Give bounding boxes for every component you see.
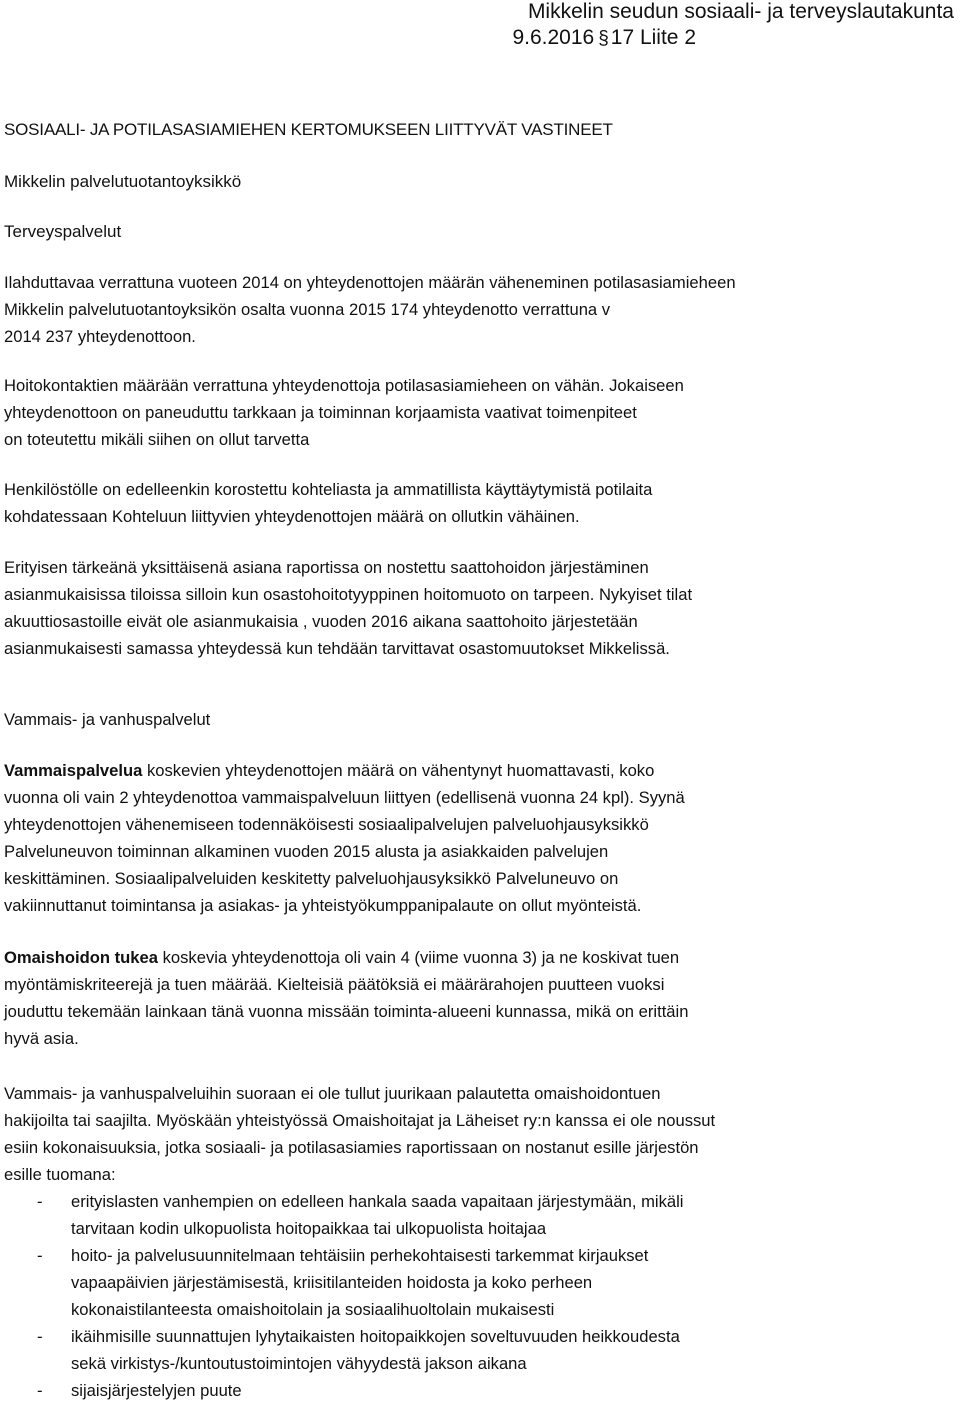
header-committee: Mikkelin seudun sosiaali- ja terveyslautakunta [527,0,954,23]
list-item-line: kokonaistilanteesta omaishoitolain ja sosiaalihuoltolain mukaisesti [71,1300,555,1319]
list-bullet: - [37,1381,43,1400]
header-section: 17 Liite 2 [610,26,696,49]
paragraph-line: Mikkelin palvelutuotantoyksikön osalta vuonna 2015 174 yhteydenotto verrattuna v [4,300,611,319]
section-icon: § [598,28,609,49]
paragraph-line: Henkilöstölle on edelleenkin korostettu kohteliasta ja ammatillista käyttäytymistä potilaita [4,480,653,499]
paragraph-line: esiin kokonaisuuksia, jotka sosiaali- ja potilasasiamies raportissaan on nostanut esille järjestön [4,1138,699,1157]
list-item-line: ikäihmisille suunnattujen lyhytaikaisten hoitopaikkojen soveltuvuuden heikkoudesta [71,1327,680,1346]
paragraph-line: on toteutettu mikäli siihen on ollut tarvetta [4,430,310,449]
list-item-line: sekä virkistys-/kuntoutustoimintojen vähyydestä jakson aikana [71,1354,527,1373]
unit-heading: Mikkelin palvelutuotantoyksikkö [4,172,242,191]
paragraph-line: Hoitokontaktien määrään verrattuna yhteydenottoja potilasasiamieheen on vähän. Jokaiseen [4,376,684,395]
paragraph-line: vuonna oli vain 2 yhteydenottoa vammaispalveluun liittyen (edellisenä vuonna 24 kpl). Syynä [4,788,685,807]
paragraph-line: myöntämiskriteerejä ja tuen määrää. Kielteisiä päätöksiä ei määrärahojen puutteen vuoksi [4,975,665,994]
health-heading-block [4,222,904,242]
paragraph-line: yhteydenottojen vähenemiseen todennäköisesti sosiaalipalvelujen palveluohjausyksikkö [4,815,649,834]
document-title: SOSIAALI- JA POTILASASIAMIEHEN KERTOMUKSEEN LIITTYVÄT VASTINEET [4,120,613,139]
paragraph-line: kohdatessaan Kohteluun liittyvien yhteydenottojen määrä on ollutkin vähäinen. [4,507,580,526]
list-bullet: - [37,1327,43,1346]
list-item-line: erityislasten vanhempien on edelleen hankala saada vapaitaan järjestymään, mikäli [71,1192,684,1211]
paragraph-line: Palveluneuvon toiminnan alkaminen vuoden 2015 alusta ja asiakkaiden palvelujen [4,842,609,861]
list-bullet: - [37,1192,43,1211]
list-bullet: - [37,1246,43,1265]
paragraph-line: asianmukaisissa tiloissa silloin kun osastohoitotyyppinen hoitomuoto on tarpeen. Nykyiset tilat [4,585,693,604]
paragraph-line: akuuttiosastoille eivät ole asianmukaisia , vuoden 2016 aikana saattohoito järjestetään [4,612,638,631]
paragraph-line-with-lead [4,761,654,781]
paragraph-line: yhteydenottoon on paneuduttu tarkkaan ja toiminnan korjaamista vaativat toimenpiteet [4,403,637,422]
paragraph-line: keskittäminen. Sosiaalipalveluiden keskitetty palveluohjausyksikkö Palveluneuvo on [4,869,619,888]
health-heading: Terveyspalvelut [4,222,122,241]
paragraph-line: hakijoilta tai saajilta. Myöskään yhteistyössä Omaishoitajat ja Läheiset ry:n kanssa ei ole noussut [4,1111,716,1130]
lead-term: Omaishoidon tukea [4,948,158,967]
document-title-block [4,120,904,140]
disability-heading: Vammais- ja vanhuspalvelut [4,710,211,729]
list-item-line: vapaapäivien järjestämisestä, kriisitilanteiden hoidosta ja koko perheen [71,1273,593,1292]
paragraph-line: Erityisen tärkeänä yksittäisenä asiana raportissa on nostettu saattohoidon järjestäminen [4,558,649,577]
paragraph-line: hyvä asia. [4,1029,79,1048]
paragraph-line: vakiinnuttanut toimintansa ja asiakas- ja yhteistyökumppanipalaute on ollut myönteistä. [4,896,642,915]
list-item-line: tarvitaan kodin ulkopuolista hoitopaikkaa tai ulkopuolista hoitajaa [71,1219,547,1238]
list-item-line: hoito- ja palvelusuunnitelmaan tehtäisiin perhekohtaisesti tarkemmat kirjaukset [71,1246,649,1265]
lead-continuation: koskevien yhteydenottojen määrä on vähentynyt huomattavasti, koko [142,761,655,780]
unit-block [4,172,904,192]
header-meeting-ref [512,26,696,51]
lead-continuation: koskevia yhteydenottoja oli vain 4 (viime vuonna 3) ja ne koskivat tuen [157,948,680,967]
paragraph-line: 2014 237 yhteydenottoon. [4,327,196,346]
paragraph-line-with-lead [4,948,679,968]
header-date: 9.6.2016 [512,26,595,49]
list-item-line: sijaisjärjestelyjen puute [71,1381,242,1400]
paragraph-line: jouduttu tekemään lainkaan tänä vuonna missään toiminta-alueeni kunnassa, mikä on erittäin [4,1002,689,1021]
lead-term: Vammaispalvelua [4,761,143,780]
paragraph-line: asianmukaisesti samassa yhteydessä kun tehdään tarvittavat osastomuutokset Mikkelissä. [4,639,670,658]
paragraph-line: esille tuomana: [4,1165,116,1184]
paragraph-line: Ilahduttavaa verrattuna vuoteen 2014 on yhteydenottojen määrän väheneminen potilasasiamieheen [4,273,736,292]
paragraph-line: Vammais- ja vanhuspalveluihin suoraan ei ole tullut juurikaan palautetta omaishoidontuen [4,1084,661,1103]
